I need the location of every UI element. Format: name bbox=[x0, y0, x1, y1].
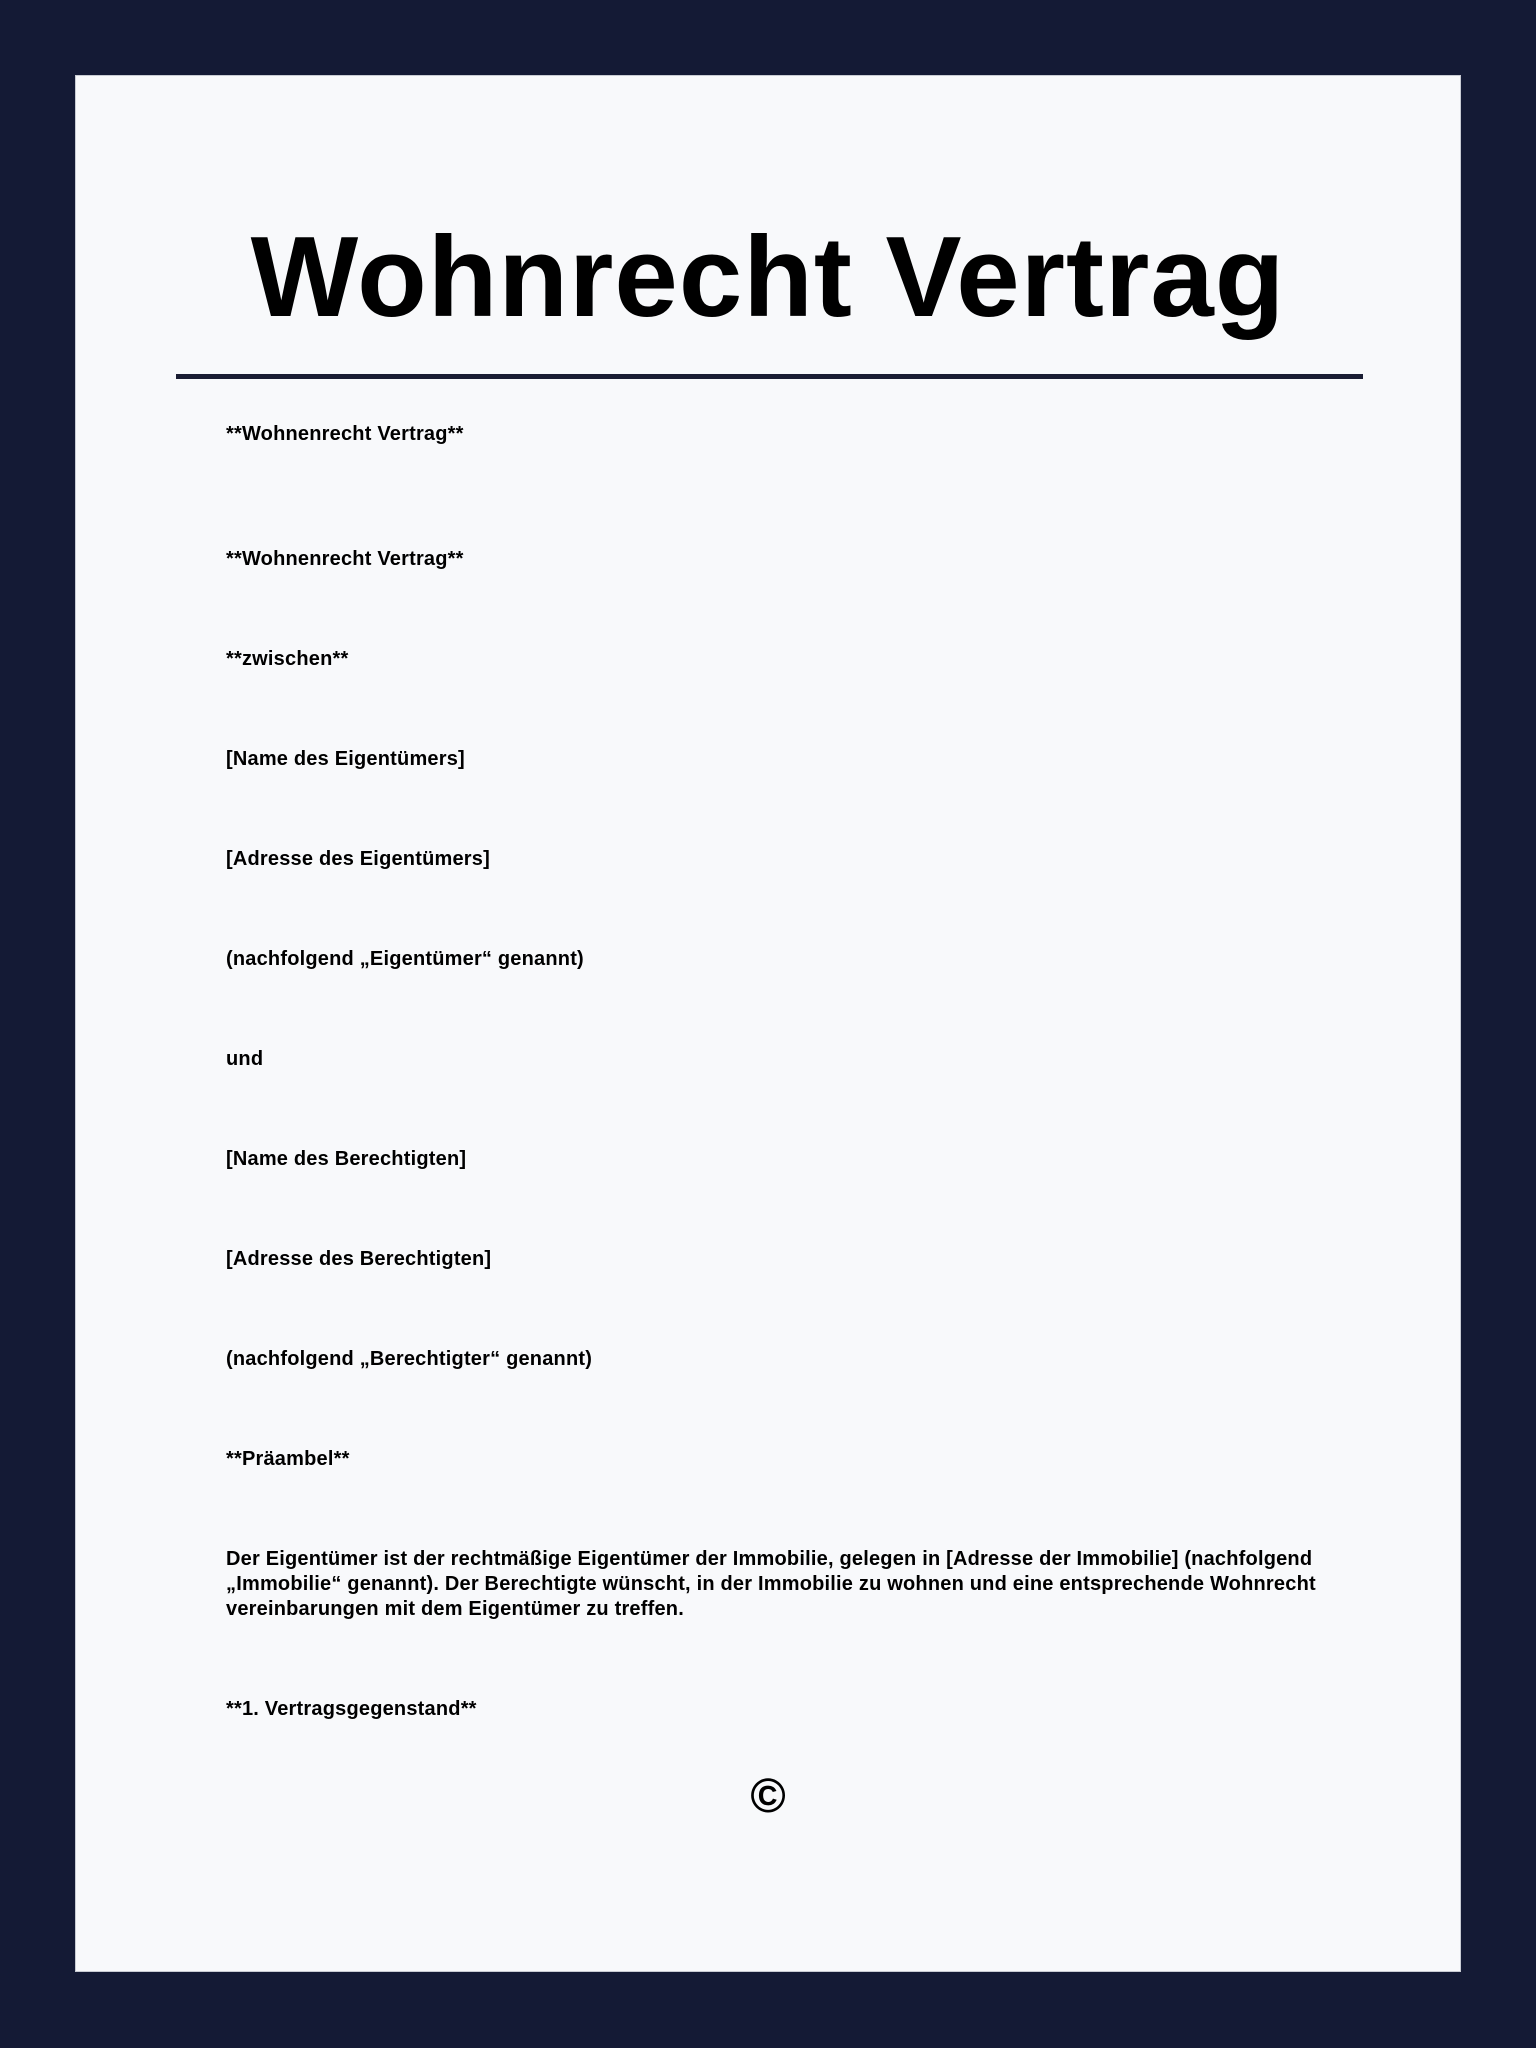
owner-address-placeholder: [Adresse des Eigentümers] bbox=[226, 848, 490, 870]
document-page bbox=[75, 75, 1461, 1972]
heading-line: **Wohnenrecht Vertrag** bbox=[226, 548, 464, 570]
owner-designation: (nachfolgend „Eigentümer“ genannt) bbox=[226, 948, 584, 970]
document-title: Wohnrecht Vertrag bbox=[250, 214, 1286, 341]
preamble-paragraph: Der Eigentümer ist der rechtmäßige Eigentümer der Immobilie, gelegen in [Adresse der Immobilie] (nachfolgend „Immobilie“ genannt). Der Berechtigte wünscht, in der Immobilie zu wohnen und eine entsprechende Wohnrecht vereinbarungen mit dem Eigentümer zu treffen. bbox=[226, 1548, 1316, 1620]
between-line: **zwischen** bbox=[226, 648, 349, 670]
heading-line: **Wohnenrecht Vertrag** bbox=[226, 423, 464, 445]
section-heading: **1. Vertragsgegenstand** bbox=[226, 1698, 477, 1720]
title-divider bbox=[176, 374, 1363, 379]
owner-name-placeholder: [Name des Eigentümers] bbox=[226, 748, 465, 770]
beneficiary-address-placeholder: [Adresse des Berechtigten] bbox=[226, 1248, 492, 1270]
copyright-icon: © bbox=[750, 1770, 786, 1823]
and-line: und bbox=[226, 1048, 264, 1070]
beneficiary-name-placeholder: [Name des Berechtigten] bbox=[226, 1148, 467, 1170]
preamble-heading: **Präambel** bbox=[226, 1448, 350, 1470]
beneficiary-designation: (nachfolgend „Berechtigter“ genannt) bbox=[226, 1348, 593, 1370]
